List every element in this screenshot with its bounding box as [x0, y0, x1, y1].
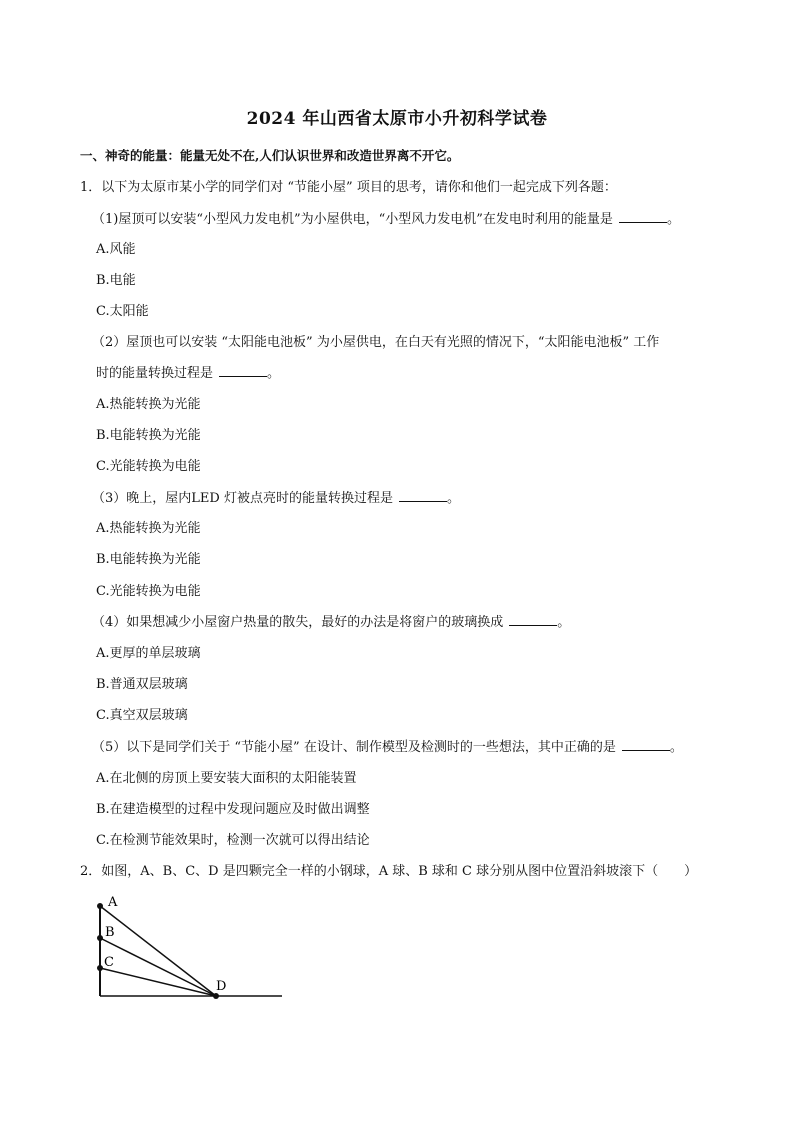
- q1-sub3-text: （3）晚上，屋内LED 灯被点亮时的能量转换过程是 。: [92, 491, 460, 506]
- q1-sub4-option-c: C.真空双层玻璃: [96, 708, 188, 723]
- slope-b: [100, 938, 216, 996]
- q1-sub5-option-a: A.在北侧的房顶上要安装大面积的太阳能装置: [96, 771, 357, 786]
- answer-blank[interactable]: [622, 738, 670, 751]
- q1-sub4-option-a: A.更厚的单层玻璃: [96, 646, 201, 661]
- q1-sub2-text-line1: （2）屋顶也可以安装 “太阳能电池板” 为小屋供电，在白天有光照的情况下，“太阳能电池板” 工作: [92, 335, 660, 350]
- question-1-stem: 1．以下为太原市某小学的同学们对 “节能小屋” 项目的思考，请你和他们一起完成下列各题：: [80, 180, 617, 195]
- slope-diagram: [94, 892, 288, 1002]
- q1-sub2-option-c: C.光能转换为电能: [96, 459, 201, 474]
- ball-c: [97, 965, 103, 971]
- q1-sub4-text: （4）如果想减少小屋窗户热量的散失，最好的办法是将窗户的玻璃换成 。: [92, 615, 571, 630]
- ball-a: [97, 903, 103, 909]
- answer-blank[interactable]: [509, 613, 557, 626]
- label-c: C: [104, 955, 114, 970]
- q1-sub3-option-a: A.热能转换为光能: [96, 521, 201, 536]
- answer-blank[interactable]: [399, 489, 447, 502]
- q1-sub2-option-a: A.热能转换为光能: [96, 397, 201, 412]
- answer-blank[interactable]: [219, 364, 267, 377]
- q1-sub1-option-b: B.电能: [96, 273, 136, 288]
- question-2-stem: 2．如图，A、B、C、D 是四颗完全一样的小钢球，A 球、B 球和 C 球分别从图中位置沿斜坡滚下（ ）: [80, 864, 698, 879]
- q1-sub5-option-b: B.在建造模型的过程中发现问题应及时做出调整: [96, 802, 370, 817]
- label-b: B: [105, 925, 115, 940]
- q1-sub1-text: （1)屋顶可以安装“小型风力发电机”为小屋供电，“小型风力发电机”在发电时利用的能量是 。: [92, 212, 680, 227]
- label-d: D: [216, 979, 227, 994]
- q1-sub1-option-a: A.风能: [96, 242, 136, 257]
- q1-sub3-option-b: B.电能转换为光能: [96, 552, 201, 567]
- ball-b: [97, 935, 103, 941]
- section-heading: 一、神奇的能量：能量无处不在,人们认识世界和改造世界离不开它。: [80, 148, 460, 163]
- q1-sub4-option-b: B.普通双层玻璃: [96, 677, 188, 692]
- q1-sub2-text-line2: 时的能量转换过程是 。: [96, 366, 281, 381]
- q1-sub3-option-c: C.光能转换为电能: [96, 584, 201, 599]
- q1-sub5-text: （5）以下是同学们关于 “节能小屋” 在设计、制作模型及检测时的一些想法，其中正确的是 。: [92, 740, 683, 755]
- q1-sub5-option-c: C.在检测节能效果时，检测一次就可以得出结论: [96, 833, 370, 848]
- label-a: A: [108, 895, 118, 910]
- q1-sub1-option-c: C.太阳能: [96, 304, 149, 319]
- answer-blank[interactable]: [619, 210, 667, 223]
- q1-sub2-option-b: B.电能转换为光能: [96, 428, 201, 443]
- exam-title: 2024 年山西省太原市小升初科学试卷: [246, 109, 548, 129]
